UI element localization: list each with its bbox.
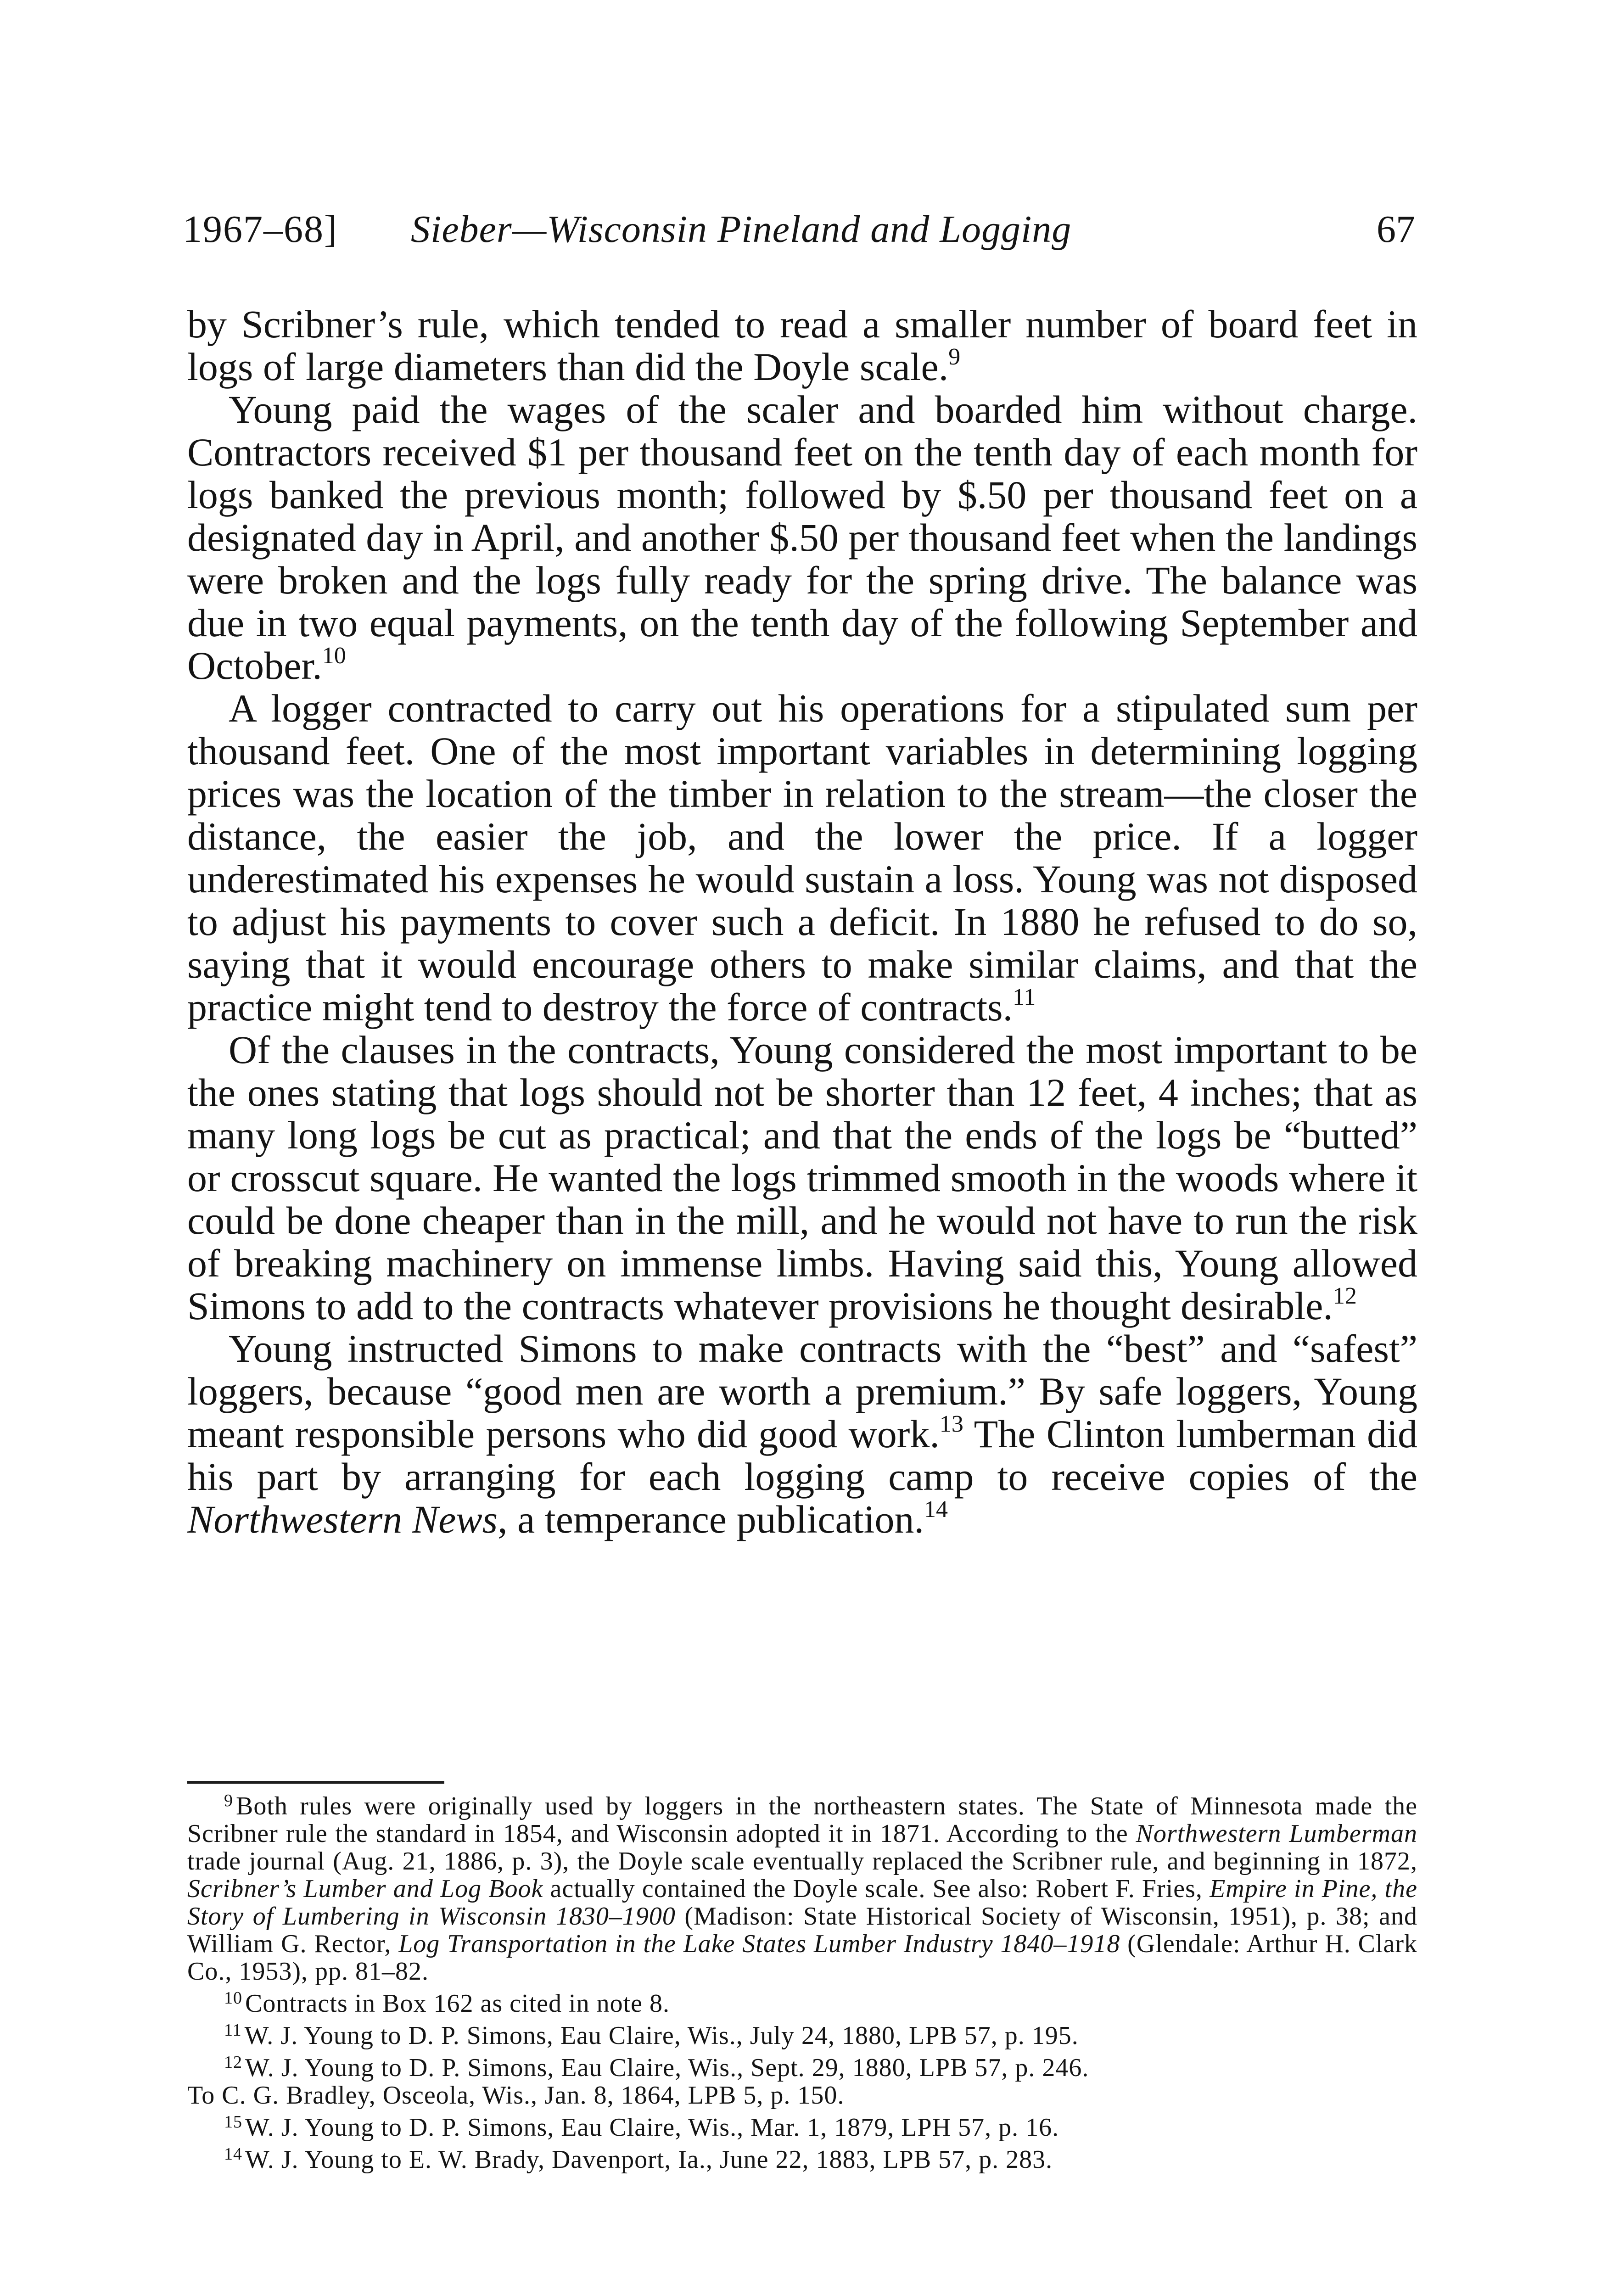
paragraph: Of the clauses in the contracts, Young considered the most important to be the ones stating that logs should not be shorter than 12 feet, 4 inches; that as many long logs be cut as practical; and that the ends of the logs be “butted” or crosscut square. He wanted the logs trimmed smooth in the woods where it could be done cheaper than in the mill, and he would not have to run the risk of breaking machinery on immense limbs. Having said this, Young allowed Simons to add to the contracts whatever provisions he thought desirable.$^{12}$: [187, 1028, 1417, 1328]
footnote: $^{14}$ W. J. Young to E. W. Brady, Davenport, Ia., June 22, 1883, LPB 57, p. 283.: [224, 2144, 1053, 2174]
volume-year: 1967–68]: [183, 208, 338, 251]
note-reference: 10: [322, 643, 346, 669]
paragraph: A logger contracted to carry out his operations for a stipulated sum per thousand feet. One of the most important variables in determining logging prices was the location of the timber in relation to the stream—the closer the distance, the easier the job, and the lower the price. If a logger underestimated his expenses he would sustain a loss. Young was not disposed to adjust his payments to cover such a deficit. In 1880 he refused to do so, saying that it would encourage others to make similar claims, and that the practice might tend to destroy the force of contracts.$^{11}$: [187, 686, 1417, 1029]
footnote: $^9$ Both rules were originally used by loggers in the northeastern states. The State of Minnesota made the Scribner rule the standard in 1854, and Wisconsin adopted it in 1871. According to the Northwestern Lumberman trade journal (Aug. 21, 1886, p. 3), the Doyle scale eventually replaced the Scribner rule, and beginning in 1872, Scribner’s Lumber and Log Book actually contained the Doyle scale. See also: Robert F. Fries, Empire in Pine, the Story of Lumbering in Wisconsin 1830–1900 (Madison: State Historical Society of Wisconsin, 1951), p. 38; and William G. Rector, Log Transportation in the Lake States Lumber Industry 1840–1918 (Glendale: Arthur H. Clark Co., 1953), pp. 81–82.: [187, 1791, 1417, 1986]
footnotes: [187, 1792, 1417, 2178]
note-reference: 9: [948, 344, 961, 370]
note-reference: 11: [1013, 984, 1036, 1010]
page-number: 67: [1377, 208, 1415, 251]
note-reference: 13: [939, 1411, 963, 1437]
footnote-divider: [187, 1781, 444, 1784]
note-reference: 14: [924, 1496, 948, 1523]
paragraph: Young instructed Simons to make contracts with the “best” and “safest” loggers, because “good men are worth a premium.” By safe loggers, Young meant responsible persons who did good work.$^{13}$ The Clinton lumberman did his part by arranging for each logging camp to receive copies of the Northwestern News, a temperance publication.$^{14}$: [187, 1327, 1418, 1541]
footnote: $^{11}$ W. J. Young to D. P. Simons, Eau Claire, Wis., July 24, 1880, LPB 57, p. 195.: [224, 2021, 1079, 2050]
running-title: Sieber—Wisconsin Pineland and Logging: [411, 208, 1072, 251]
paragraph: by Scribner’s rule, which tended to read a smaller number of board feet in logs of large diameters than did the Doyle scale.$^9$: [187, 302, 1417, 389]
body-text: [187, 303, 1417, 1541]
footnote-continuation: To C. G. Bradley, Osceola, Wis., Jan. 8, 1864, LPB 5, p. 150.: [187, 2081, 845, 2110]
periodical-title: Northwestern News: [187, 1497, 498, 1541]
note-reference: 12: [1333, 1283, 1357, 1309]
footnote: $^{12}$ W. J. Young to D. P. Simons, Eau Claire, Wis., Sept. 29, 1880, LPB 57, p. 246.: [224, 2053, 1089, 2082]
footnote: $^{15}$ W. J. Young to D. P. Simons, Eau Claire, Wis., Mar. 1, 1879, LPH 57, p. 16.: [224, 2112, 1059, 2142]
running-head: [183, 202, 1415, 257]
footnote: $^{10}$ Contracts in Box 162 as cited in note 8.: [224, 1988, 670, 2018]
paragraph: Young paid the wages of the scaler and boarded him without charge. Contractors received $1 per thousand feet on the tenth day of each month for logs banked the previous month; followed by $.50 per thousand feet on a designated day in April, and another $.50 per thousand feet when the landings were broken and the logs fully ready for the spring drive. The balance was due in two equal payments, on the tenth day of the following September and October.$^{10}$: [187, 387, 1417, 688]
